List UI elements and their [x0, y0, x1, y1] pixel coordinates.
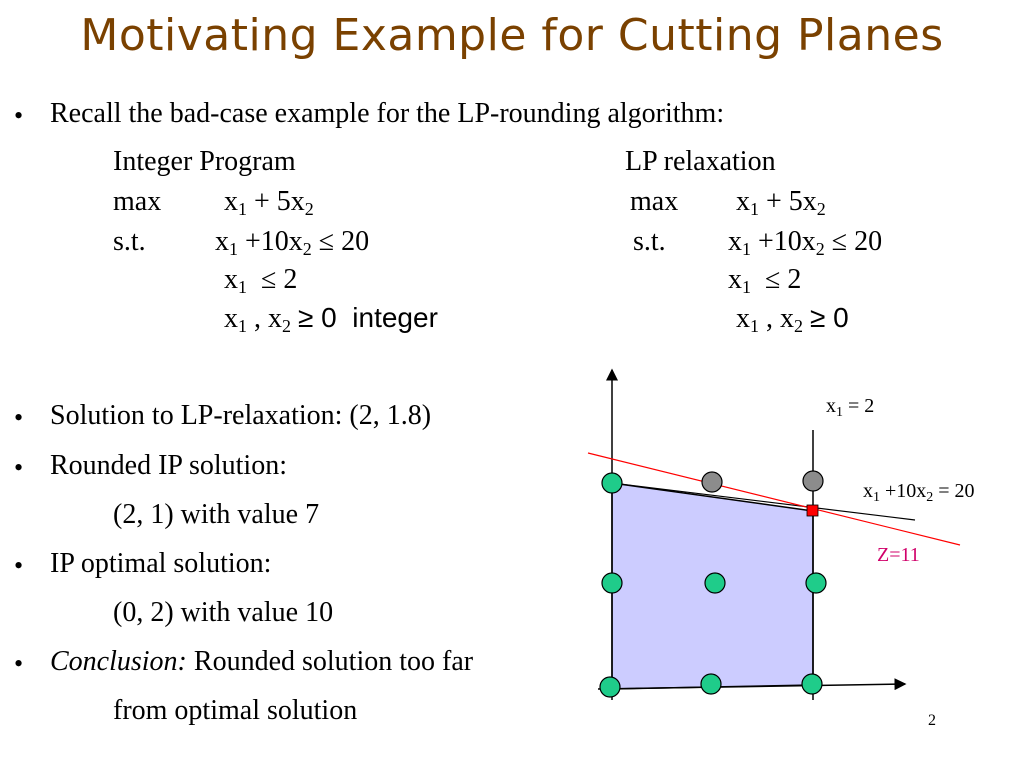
- integer-point: [806, 573, 826, 593]
- ip-st-keyword: s.t.: [113, 226, 146, 257]
- rounded-ip-value: (2, 1) with value 7: [113, 499, 320, 530]
- lp-st-keyword: s.t.: [633, 226, 666, 257]
- page-title: Motivating Example for Cutting Planes: [80, 10, 944, 61]
- ip-heading: Integer Program: [113, 146, 296, 177]
- constraint-rhs: = 20: [938, 480, 975, 502]
- bullet-dot: •: [14, 101, 24, 130]
- lp-max-keyword: max: [630, 186, 679, 217]
- z-label: Z=11: [877, 544, 920, 566]
- x1-bound-rhs: = 2: [848, 395, 875, 417]
- constraint-label: $x_1 +10x_2 = 20$: [863, 480, 975, 505]
- ip-optimal-text: IP optimal solution:: [50, 548, 272, 579]
- rounded-ip-text: Rounded IP solution:: [50, 450, 287, 481]
- lp-solution-text: Solution to LP-relaxation: (2, 1.8): [50, 400, 432, 431]
- integer-point: [602, 573, 622, 593]
- ip-optimal-value: (0, 2) with value 10: [113, 597, 334, 628]
- ip-constraint-2: $x_1 \le 2$: [224, 264, 298, 297]
- integer-point: [701, 674, 721, 694]
- bullet-dot: •: [14, 551, 24, 580]
- bullet-dot: •: [14, 453, 24, 482]
- lp-constraint-2: $x_1 \le 2$: [728, 264, 802, 297]
- lp-optimum-marker: [807, 505, 818, 516]
- ip-constraint-1: $x_1 +10x_2 \le 20$: [215, 226, 370, 259]
- bullet-dot: •: [14, 403, 24, 432]
- integer-point: [602, 473, 622, 493]
- lp-heading: LP relaxation: [625, 146, 776, 177]
- page-number: 2: [928, 712, 936, 729]
- lp-constraint-1: $x_1 +10x_2 \le 20$: [728, 226, 883, 259]
- conclusion-text: Rounded solution too far: [186, 646, 474, 677]
- integer-point: [802, 674, 822, 694]
- integer-point: [600, 677, 620, 697]
- conclusion-label: Conclusion:: [50, 646, 187, 677]
- integer-point: [705, 573, 725, 593]
- x1-bound-label: $x_1 = 2$: [826, 395, 875, 420]
- conclusion-continuation: from optimal solution: [113, 695, 358, 726]
- ip-max-keyword: max: [113, 186, 162, 217]
- infeasible-point: [803, 471, 823, 491]
- infeasible-point: [702, 472, 722, 492]
- ip-objective: $x_1 + 5x_2$: [224, 186, 314, 219]
- bullet-dot: •: [14, 649, 24, 678]
- recall-text: Recall the bad-case example for the LP-rounding algorithm:: [50, 98, 725, 129]
- ip-constraint-3: $x_1$ , $x_2 \ge 0$ integer: [224, 302, 438, 336]
- lp-objective: $x_1 + 5x_2$: [736, 186, 826, 219]
- lp-constraint-3: $x_1$ , $x_2 \ge 0$: [736, 302, 849, 336]
- integer-word: integer: [352, 302, 438, 333]
